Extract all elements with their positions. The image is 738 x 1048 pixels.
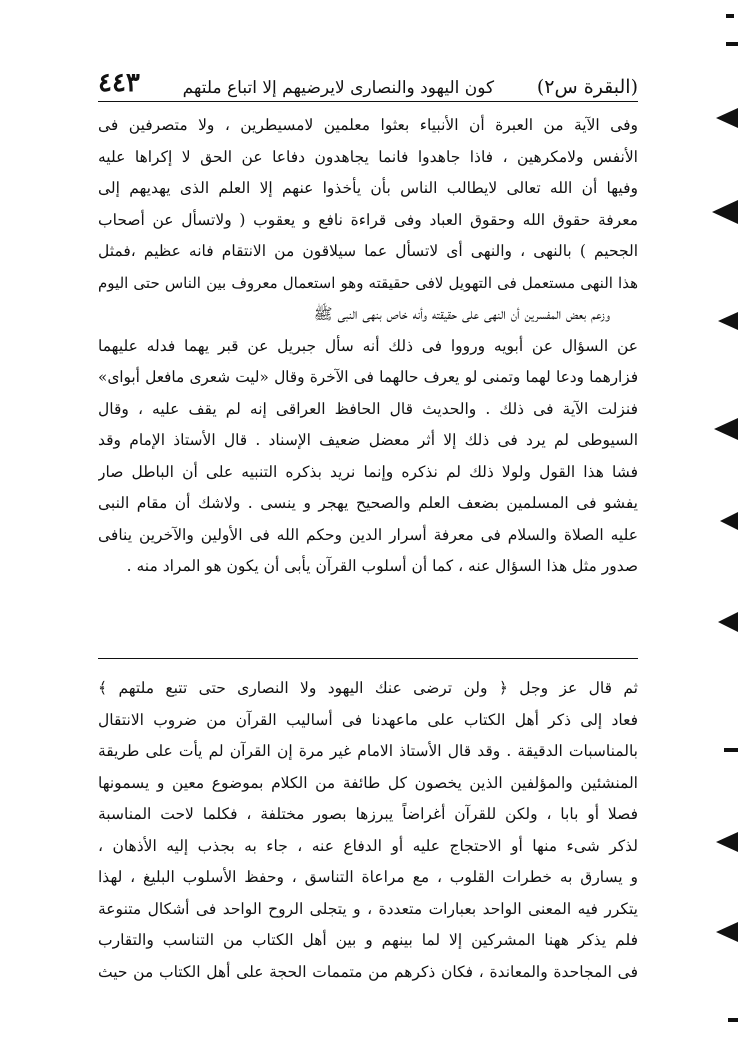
text-line: وفى الآية من العبرة أن الأنبياء بعثوا معلمين لامسيطرين ، ولا متصرفين فى [98, 116, 638, 134]
running-header [98, 58, 638, 98]
text-line: لذكر شىء منها أو الاحتجاج عليه أو الدفاع عنه ، جاء به بجذب إليه الأذهان ، [98, 836, 638, 855]
text-line: السيوطى لم يرد فى ذلك إلا أثر معضل ضعيف الإسناد . قال الأستاذ الإمام وقد [98, 431, 638, 449]
text-line: الأنفس ولامكرهين ، فاذا جاهدوا فانما يجاهدون دفاعا عن الحق لا إكراها عليه [98, 147, 638, 166]
scan-edge-mark [718, 612, 738, 632]
text-line: فلم يذكر ههنا المشركين إلا لما بينهم و بين أهل الكتاب من التناسب والتقارب [98, 931, 638, 949]
text-line: فى المجاحدة والمعاندة ، فكان ذكرهم من متممات الحجة على أهل الكتاب من حيث [98, 962, 638, 981]
section-divider [98, 658, 638, 659]
scan-edge-mark [712, 200, 738, 224]
text-line: وفيها أن الله تعالى لايطالب الناس بأن يأخذوا عنهم إلا العلم الذى يهديهم إلى [98, 179, 638, 197]
scan-edge-mark [716, 832, 738, 852]
text-line: يفشو فى المسلمين بضعف العلم والصحيح يهجر و ينسى . ولاشك أن مقام النبى [98, 494, 638, 512]
text-line: بالمناسبات الدقيقة . وقد قال الأستاذ الامام غير مرة إن القرآن لم يأت على طريقة [98, 742, 638, 760]
surah-reference: (البقرة س٢) [536, 76, 638, 98]
text-line: وزعم بعض المفسرين أن النهى على حقيقته وأنه خاص بنهى النبى ﷺ [313, 305, 610, 323]
text-line: فشا هذا القول ولولا ذلك لم نذكره وإنما نريد بذكره التنبيه على أن الباطل صار [98, 462, 638, 481]
scan-edge-mark [726, 14, 734, 18]
scan-edge-mark [728, 1018, 738, 1022]
scan-edge-mark [724, 748, 738, 752]
text-line: الجحيم ) بالنهى ، والنهى أى لاتسأل عما سيلاقون من الانتقام فانه عظيم ،فمثل [98, 242, 638, 260]
text-line: فعاد إلى ذكر أهل الكتاب على ماعهدنا فى أساليب القرآن من ضروب الانتقال [98, 710, 638, 729]
scan-edge-mark [720, 512, 738, 530]
scan-edge-mark [716, 108, 738, 128]
scan-edge-mark [716, 922, 738, 942]
scan-edge-mark [718, 312, 738, 330]
paragraph-verse-commentary [98, 673, 638, 988]
text-line: هذا النهى مستعمل فى التهويل لافى حقيقته وهو استعمال معروف بين الناس حتى اليوم [98, 273, 638, 292]
header-rule [98, 101, 638, 102]
paragraph-commentary [98, 110, 638, 583]
scan-edge-mark [726, 42, 738, 46]
chapter-title: كون اليهود والنصارى لايرضيهم إلا اتباع ملتهم [182, 78, 495, 98]
text-line: المنشئين والمؤلفين الذين يخصون كل طائفة من الكلام بموضوع معين و يسمونها [98, 773, 638, 792]
verse-line: ثم قال عز وجل ﴿ ولن ترضى عنك اليهود ولا النصارى حتى تتبع ملتهم ﴾ [98, 679, 638, 697]
text-line: و يسارق به خطرات القلوب ، مع مراعاة التناسق ، وحفظ الأسلوب البليغ ، لهذا [98, 868, 638, 886]
text-line: يتكرر فيه المعنى الواحد بعبارات متعددة ، و يتجلى الروح الواحد فى أشكال متنوعة [98, 899, 638, 918]
page-number: ٤٤٣ [98, 68, 140, 98]
text-line: فنزلت الآية فى ذلك . والحديث قال الحافظ العراقى إنه لم يقف عليه ، وقال [98, 399, 638, 418]
text-line: عن السؤال عن أبويه ورووا فى ذلك أنه سأل جبريل عن قبر يهما فدله عليهما [98, 336, 638, 355]
text-line: معرفة حقوق الله وحقوق العباد وفى قراءة نافع و يعقوب ( ولاتسأل عن أصحاب [98, 210, 638, 229]
text-line: فزارهما ودعا لهما وتمنى لو يعرف حالهما فى الآخرة وقال «ليت شعرى مافعل أبواى» [98, 368, 638, 386]
text-line: فصلا أو بابا ، ولكن للقرآن أغراضاً يبرزها بصور مختلفة ، فكلما لاحت المناسبة [98, 805, 638, 823]
text-line: صدور مثل هذا السؤال عنه ، كما أن أسلوب القرآن يأبى أن يكون هو المراد منه . [126, 557, 638, 575]
scan-edge-mark [714, 418, 738, 440]
text-line: عليه الصلاة والسلام فى معرفة أسرار الدين وحكم الله فى الأولين والآخرين ينافى [98, 525, 638, 544]
